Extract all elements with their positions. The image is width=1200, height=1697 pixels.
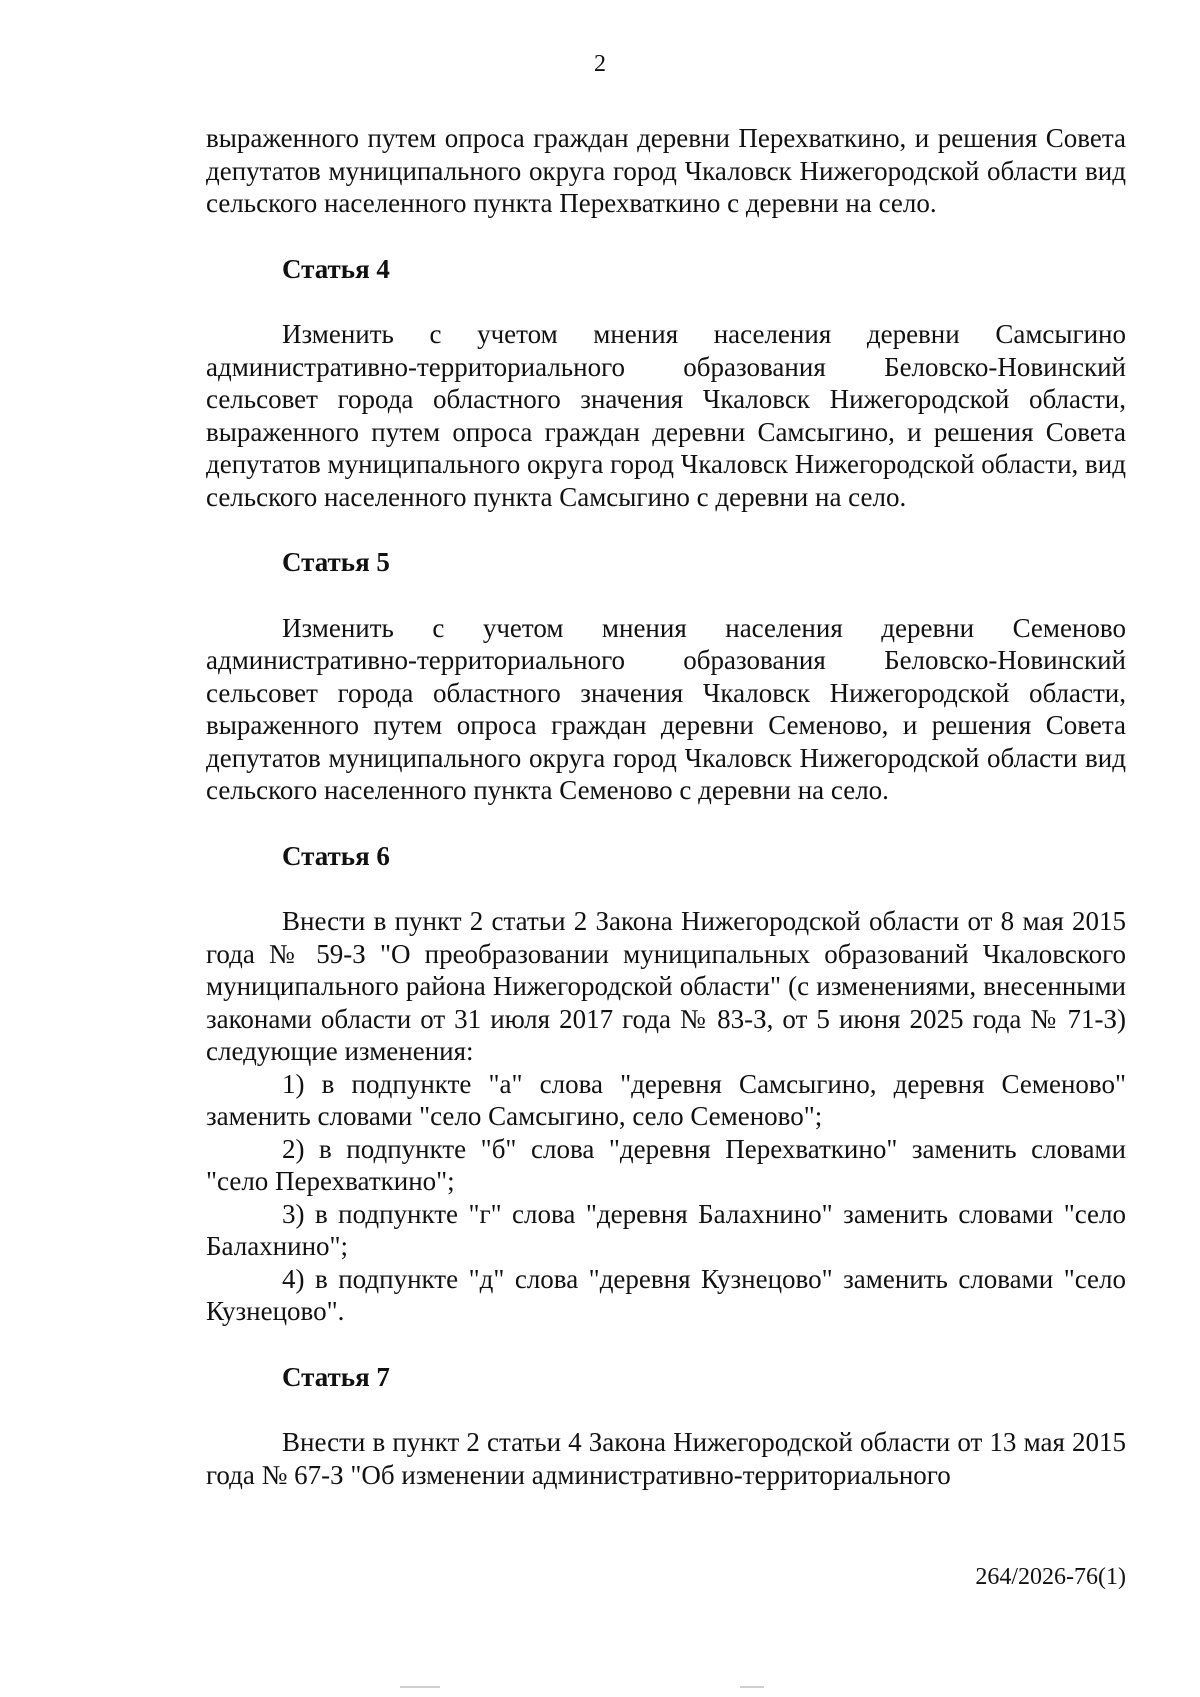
article-7-heading: Статья 7 — [282, 1361, 390, 1392]
article-6-heading: Статья 6 — [282, 840, 390, 871]
document-body — [206, 122, 1126, 1491]
scan-artifact — [400, 1686, 440, 1688]
article-4-heading: Статья 4 — [282, 253, 390, 284]
article-6-item-3: 3) в подпункте "г" слова "деревня Балахнино" заменить словами "село Балахнино"; — [206, 1198, 1126, 1261]
page-number: 2 — [594, 51, 606, 77]
scan-artifact — [740, 1686, 764, 1688]
article-6-paragraph: Внести в пункт 2 статьи 2 Закона Нижегородской области от 8 мая 2015 года № 59-З "О преобразовании муниципальных образований Чкаловского муниципального района Нижегородской области" (с изменениями, внесенными законами области от 31 июля 2017 года № 83-З, от 5 июня 2025 года № 71-З) следующие изменения: — [206, 906, 1126, 1066]
article-4-paragraph: Изменить с учетом мнения населения деревни Самсыгино административно-территориального образования Беловско-Новинский сельсовет города областного значения Чкаловск Нижегородской области, выраженного путем опроса граждан деревни Самсыгино, и решения Совета депутатов муниципального округа город Чкаловск Нижегородской области, вид сельского населенного пункта Самсыгино с деревни на село. — [206, 319, 1126, 512]
article-6-item-1: 1) в подпункте "а" слова "деревня Самсыгино, деревня Семеново" заменить словами "село Самсыгино, село Семеново"; — [206, 1068, 1126, 1131]
article-6-item-2: 2) в подпункте "б" слова "деревня Перехваткино" заменить словами "село Перехваткино"; — [206, 1133, 1126, 1196]
document-code: 264/2026-76(1) — [975, 1564, 1126, 1590]
article-5-paragraph: Изменить с учетом мнения населения деревни Семеново административно-территориального образования Беловско-Новинский сельсовет города областного значения Чкаловск Нижегородской области, выраженного путем опроса граждан деревни Семеново, и решения Совета депутатов муниципального округа город Чкаловск Нижегородской области вид сельского населенного пункта Семеново с деревни на село. — [206, 612, 1126, 805]
article-5-heading: Статья 5 — [282, 547, 390, 577]
article-6-item-4: 4) в подпункте "д" слова "деревня Кузнецово" заменить словами "село Кузнецово". — [206, 1263, 1126, 1326]
article-7-paragraph: Внести в пункт 2 статьи 4 Закона Нижегородской области от 13 мая 2015 года № 67-З "Об изменении административно-территориального — [206, 1427, 1126, 1490]
intro-continuation-paragraph: выраженного путем опроса граждан деревни Перехваткино, и решения Совета депутатов муниципального округа город Чкаловск Нижегородской области вид сельского населенного пункта Перехваткино с деревни на село. — [206, 123, 1126, 218]
